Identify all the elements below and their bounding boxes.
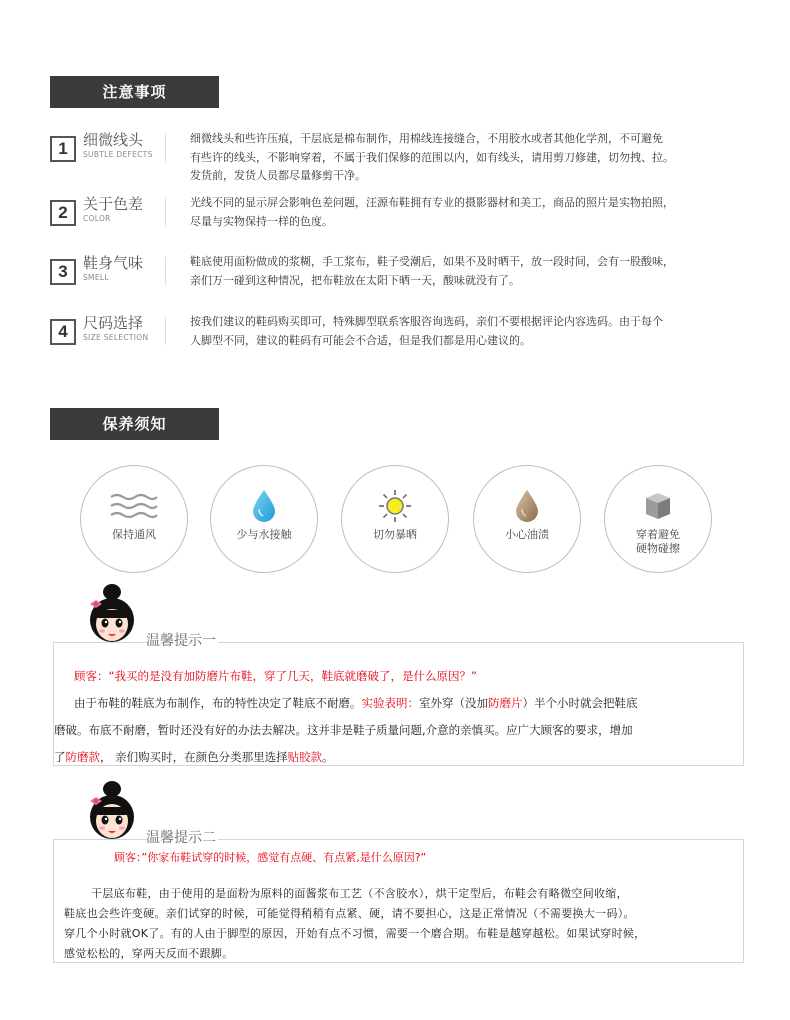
care-item-hard-objects <box>604 465 712 573</box>
care-label: 切勿暴晒 <box>373 528 417 541</box>
tip-2-content: 干层底布鞋，由于使用的是面粉为原料的面酱浆布工艺（不含胶水），烘干定型后，布鞋会有略微空间收缩， 鞋底也会些许变硬。亲们试穿的时候，可能觉得稍稍有点紧、硬，请不要担心，这是正常情况（不需要换大一码）。 穿几个小时就OK了。有的人由于脚型的原因，开始有点不习惯，需要一个磨合期。布鞋是越穿越松。如果试穿时候， 感觉松松的，穿两天反而不跟脚。 <box>64 887 646 960</box>
note-number: 1 <box>50 136 76 162</box>
tip-question: 顾客：“我买的是没有加防磨片布鞋，穿了几天，鞋底就磨破了，是什么原因？” <box>74 669 477 683</box>
tip-box-2 <box>53 839 744 963</box>
note-body: 光线不同的显示屏会影响色差问题，汪源布鞋拥有专业的摄影器材和美工，商品的照片是实物拍照， 尽量与实物保持一样的色度。 <box>190 196 674 228</box>
care-label: 保持通风 <box>112 528 156 541</box>
note-subtitle: SIZE SELECTION <box>83 333 149 342</box>
avatar <box>82 582 142 644</box>
divider <box>165 257 166 285</box>
notes-section-title: 注意事项 <box>50 76 219 108</box>
divider <box>165 317 166 345</box>
note-title: 鞋身气味 <box>83 254 144 272</box>
sun-icon <box>342 488 448 524</box>
note-number: 2 <box>50 200 76 226</box>
wind-icon <box>81 488 187 524</box>
tip-1-content: 顾客：“我买的是没有加防磨片布鞋，穿了几天，鞋底就磨破了，是什么原因？” 由于布鞋的鞋底为布制作，布的特性决定了鞋底不耐磨。实验表明：室外穿（没加防磨片）半个小时就会把鞋底 磨破。布底不耐磨，暂时还没有好的办法去解决。这并非是鞋子质量问题,介意的亲慎买。应广大顾客的要求，增加 了防磨款， 亲们购买时，在颜色分类那里选择贴胶款。 <box>74 663 729 771</box>
divider <box>165 198 166 226</box>
note-body: 细微线头和些许压痕，干层底是棉布制作，用棉线连接缝合，不用胶水或者其他化学剂，不可避免 有些许的线头，不影响穿着，不属于我们保修的范围以内，如有线头，请用剪刀修建，切勿拽、拉。 发货前，发货人员都尽量修剪干净。 <box>190 132 674 182</box>
note-number: 4 <box>50 319 76 345</box>
care-item-ventilation <box>80 465 188 573</box>
care-item-sun <box>341 465 449 573</box>
note-body: 按我们建议的鞋码购买即可，特殊脚型联系客服咨询选码，亲们不要根据评论内容选码。由于每个 人脚型不同，建议的鞋码有可能会不合适，但是我们都是用心建议的。 <box>190 315 663 347</box>
note-subtitle: SMELL <box>83 273 109 282</box>
tip-label-2: 温馨提示二 <box>146 827 218 847</box>
care-label: 穿着避免 硬物碰擦 <box>636 528 680 555</box>
care-label: 少与水接触 <box>236 528 292 541</box>
note-title: 细微线头 <box>83 131 144 149</box>
care-item-water <box>210 465 318 573</box>
water-drop-icon <box>211 488 317 524</box>
tip-box-1 <box>53 642 744 766</box>
note-title: 尺码选择 <box>83 314 144 332</box>
avatar <box>82 779 142 841</box>
oil-drop-icon <box>474 488 580 524</box>
tip-question: 顾客：”你家布鞋试穿的时候，感觉有点硬、有点紧,是什么原因?” <box>114 851 427 864</box>
note-subtitle: COLOR <box>83 214 111 223</box>
care-item-oil <box>473 465 581 573</box>
divider <box>165 134 166 162</box>
note-subtitle: SUBTLE DEFECTS <box>83 150 153 159</box>
care-section-title: 保养须知 <box>50 408 219 440</box>
cube-icon <box>605 488 711 524</box>
care-label: 小心油渍 <box>505 528 549 541</box>
note-title: 关于色差 <box>83 195 144 213</box>
tip-label-1: 温馨提示一 <box>146 630 218 650</box>
note-body: 鞋底使用面粉做成的浆糊，手工浆布，鞋子受潮后，如果不及时晒干，放一段时间，会有一股酸味， 亲们万一碰到这种情况，把布鞋放在太阳下晒一天，酸味就没有了。 <box>190 255 674 287</box>
note-number: 3 <box>50 259 76 285</box>
